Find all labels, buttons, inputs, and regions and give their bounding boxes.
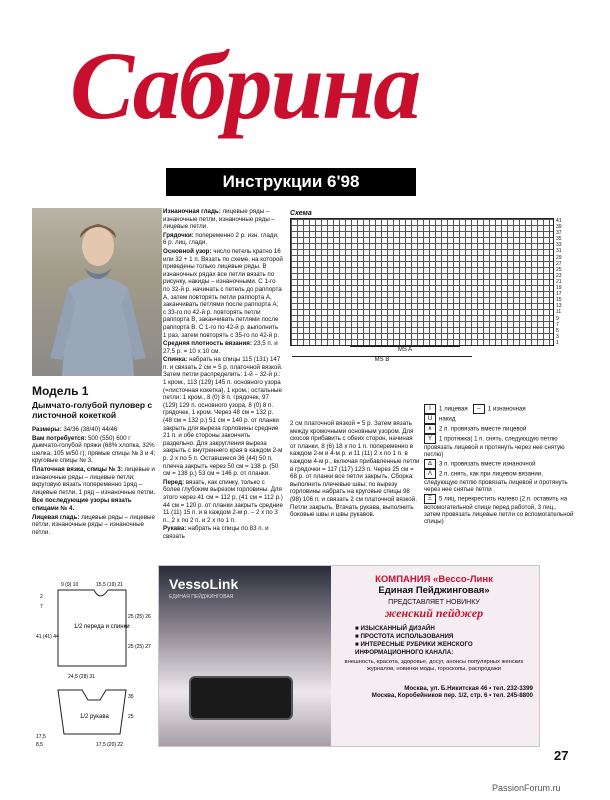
legend-item: ∧ 2 п. провязать вместе лицевой [424,424,574,434]
ad-feature: ■ ИНТЕРЕСНЫЕ РУБРИКИ ЖЕНСКОГО ИНФОРМАЦИОННОГО КАНАЛА: [355,641,473,656]
pattern-schematic [36,578,151,750]
dim-left-mid: 7 [40,604,43,610]
text-paragraph: Рукава: набрать на спицы по 83 п. и связать [163,525,269,540]
magazine-masthead [70,32,500,168]
text-paragraph: Все последующие узоры вязать спицами № 4. [32,497,132,512]
left-column-text [32,426,158,536]
dim-neck: 9 (9) 10 [61,582,79,588]
issue-banner [166,168,416,196]
dim-left-top: 2 [40,594,43,600]
ad-features [355,625,533,657]
ad-product: женский пейджер [384,606,484,620]
middle-column-text [163,208,283,541]
legend-item: ∆ 3 п. провязать вместе изнаночной [424,459,574,469]
knitting-chart-grid [290,218,554,346]
dim-sleeve-cuff: 8,5 [36,742,43,748]
rapport-b-marker: MS B [292,356,472,363]
text-paragraph: Основной узор: число петель кратно 16 или 32 + 1 п. Вязать по схеме, на которой приведены только лицевые ряды. В изнаночных рядах все петли вязать по рисунку, накиды – изнаночными. С 1-го по 32-й р. начинать с петель до раппорта А, затем повторять петли раппорта А, заканчивать петлями после раппорта А; с 33-го по 42-й р. повторять петли раппорта В, заканчивать петлями после раппорта В. С 1-го по 42-й р. выполнить 1 раз, затем повторять с 35-го по 42-й р. [163,247,283,339]
ad-address-2: Москва, Коробейников пер. 1/2, стр. 6 • тел. 245-8800 [371,692,533,699]
text-paragraph: Размеры: 34/36 (38/40) 44/46 [32,426,118,433]
pager-device [189,676,293,720]
rapport-a-marker: MS A [350,346,460,353]
text-paragraph: Перед: вязать, как спинку, только с более глубоким вырезом горловины. Для этого через 41 см = 112 р. (41 см = 112 р.) 44 см = 120 р. от планки закрыть средние 11 (11) 15 п. и в каждом 2-м р. – 2 х по 3 п., 2 х по 2 п. и 2 х по 1 п. [163,478,283,524]
ad-brand-sub: ЕДИНАЯ ПЕЙДЖИНГОВАЯ [169,594,234,600]
dim-right-top: 25 (25) 26 [128,614,151,620]
legend-item: I 1 лицевая – 1 изнаночная [424,404,574,414]
legend-item: U накид [424,414,574,424]
text-paragraph: Изнаночная гладь: лицевые ряды – изнаночные петли, изнаночные ряды – лицевые петли. [163,208,275,231]
dim-sleeve-top: 35 [128,694,134,700]
legend-item: Λ 2 п. снять, как при лицевом вязании, следующую петлю провязать лицевой и протянуть через нее снятые петли [424,470,568,494]
dim-right-bottom: 25 (25) 27 [128,644,151,650]
text-paragraph: Спинка: набрать на спицы 115 (131) 147 п. и связать 2 см = 5 р. платочной вязкой. Затем петли распределить: 1-й – 32-й р.: 1 кром., 113 (129) 145 п. основного узора (=листочная кокетка), 1 кром.; остальные петли: 1 кром., 8 (0) 8 п. грядочек, 97 (129) 129 п. основного узора, 8 (0) 8 п. грядочек, 1 кром. Через 48 см = 132 р. (48 см = 132 р.) 51 см = 140 р. от планки закрыть для выреза горловины средние 21 п. и обе стороны закончить раздельно. Для закругления выреза закрыть с внутреннего края в каждом 2-м р. 2 х по 5 п. Оставшиеся 36 (44) 50 п. плечча закрыть через 50 см = 138 р. (50 см = 138 р.) 53 см = 146 р. от планки. [163,356,283,478]
ad-feature: ■ ПРОСТОТА ИСПОЛЬЗОВАНИЯ [355,633,454,640]
legend-item: Ξ 5 лиц. перекрестить налево (2 п. оставить на вспомогательной спице перед работой, 3 лиц., затем провязать лицевые петли со вспомогательной спицы) [424,495,574,526]
dim-left-length: 41 (41) 44 [36,634,59,640]
text-paragraph: Лицевая гладь: лицевые ряды – лицевые петли, изнаночные ряды – изнаночные петли. [32,513,155,536]
ad-company-2: Единая Пейджинговая» [378,585,490,596]
dim-sleeve-width: 17,5 (20) 22 [96,742,123,748]
sleeve-label: 1/2 рукава [80,714,109,720]
ad-company: КОМПАНИЯ «Вессо-Линк [375,574,493,585]
issue-title: Инструкции 6'98 [222,172,360,191]
front-back-label: 1/2 переда и спинки [74,624,130,630]
watermark: PassionForum.ru [492,783,561,793]
ad-image-panel [159,566,331,746]
text-paragraph: Вам потребуется: 500 (550) 600 г дымчато-голубой пряжи (68% хлопка, 32% шелка, 105 м/50 г); прямые спицы № 3 и 4; круговые спицы № 3. [32,434,156,465]
page-number: 27 [554,748,569,763]
legend-item: Y 1 протяжка( 1 п. снять, следующую петлю провязать лицевой и протянуть через нее снятую петлю) [424,435,565,459]
text-paragraph: Грядочки: попеременно 2 р. изн. глади, 6 р. лиц. глади. [163,231,279,247]
vessolink-advertisement [158,565,540,747]
text-paragraph: Средняя плотность вязания: 23,5 п. и 27,5 р. = 10 х 10 см. [163,340,278,355]
model-heading [32,384,160,420]
dim-bottom-width: 24,5 (28) 31 [68,674,95,680]
ad-present: ПРЕДСТАВЛЯЕТ НОВИНКУ [388,599,480,606]
magazine-title: Сабрина [70,32,420,139]
model-photo-illustration [32,208,162,376]
ad-copy [335,574,533,699]
ad-brand-logo: VessoLink [169,576,239,592]
ad-address-1: Москва, ул. Б.Никитская 46 • тел. 232-3399 [404,685,533,692]
model-photo [32,208,162,376]
right-column-text: 2 см платочной вязкой = 5 р. Затем вязать между кромочными основным узором. Для скосов прибавить с обеих сторон, начиная от планки, 8 (6) 18 х по 1 п. попеременно в каждом 2-м и 4-м р. и 11 (11) 2 х по 1 п. в каждом 4-м р., включая прибавленные петли в грядочки = 117 (117) 123 п. Через 25 см = 68 р. от планки все петли закрыть. Сборка: выполнить плечевые швы; по вырезу горловины набрать на круговые спицы 98 (98) 106 п. и связать 2 см платочной вязкой. Петли закрыть. Втачать рукава, выполнить боковые швы и швы рукавов. [290,420,420,519]
model-number: Модель 1 [32,384,89,398]
dim-sleeve-left: 17,5 [36,734,46,740]
model-name: Дымчато-голубой пуловер с листочной кокеткой [32,400,153,420]
dim-sleeve-mid: 25 [128,714,134,720]
chart-legend [424,404,574,526]
text-paragraph: Платочная вязка, спицы № 3: лицевые и изнаночные ряды – лицевые петли; вкруговую вязать попеременно 1ряд – лицевые петли, 1 ряд – изнаночные петли. [32,465,156,496]
ad-details: внешность, красота, здоровье, досуг, анонсы популярных женских журналов, новинки моды, гороскопы, распродажи [344,659,524,672]
ad-feature: ■ ИЗЫСКАННЫЙ ДИЗАЙН [355,625,435,632]
scheme-label: Схема [290,210,312,217]
dim-shoulder: 15,5 (19) 21 [96,582,123,588]
chart-row-numbers: 41 39 37 35 33 31 29 27 25 23 21 19 17 15 13 11 9 7 5 3 1 [556,218,562,346]
